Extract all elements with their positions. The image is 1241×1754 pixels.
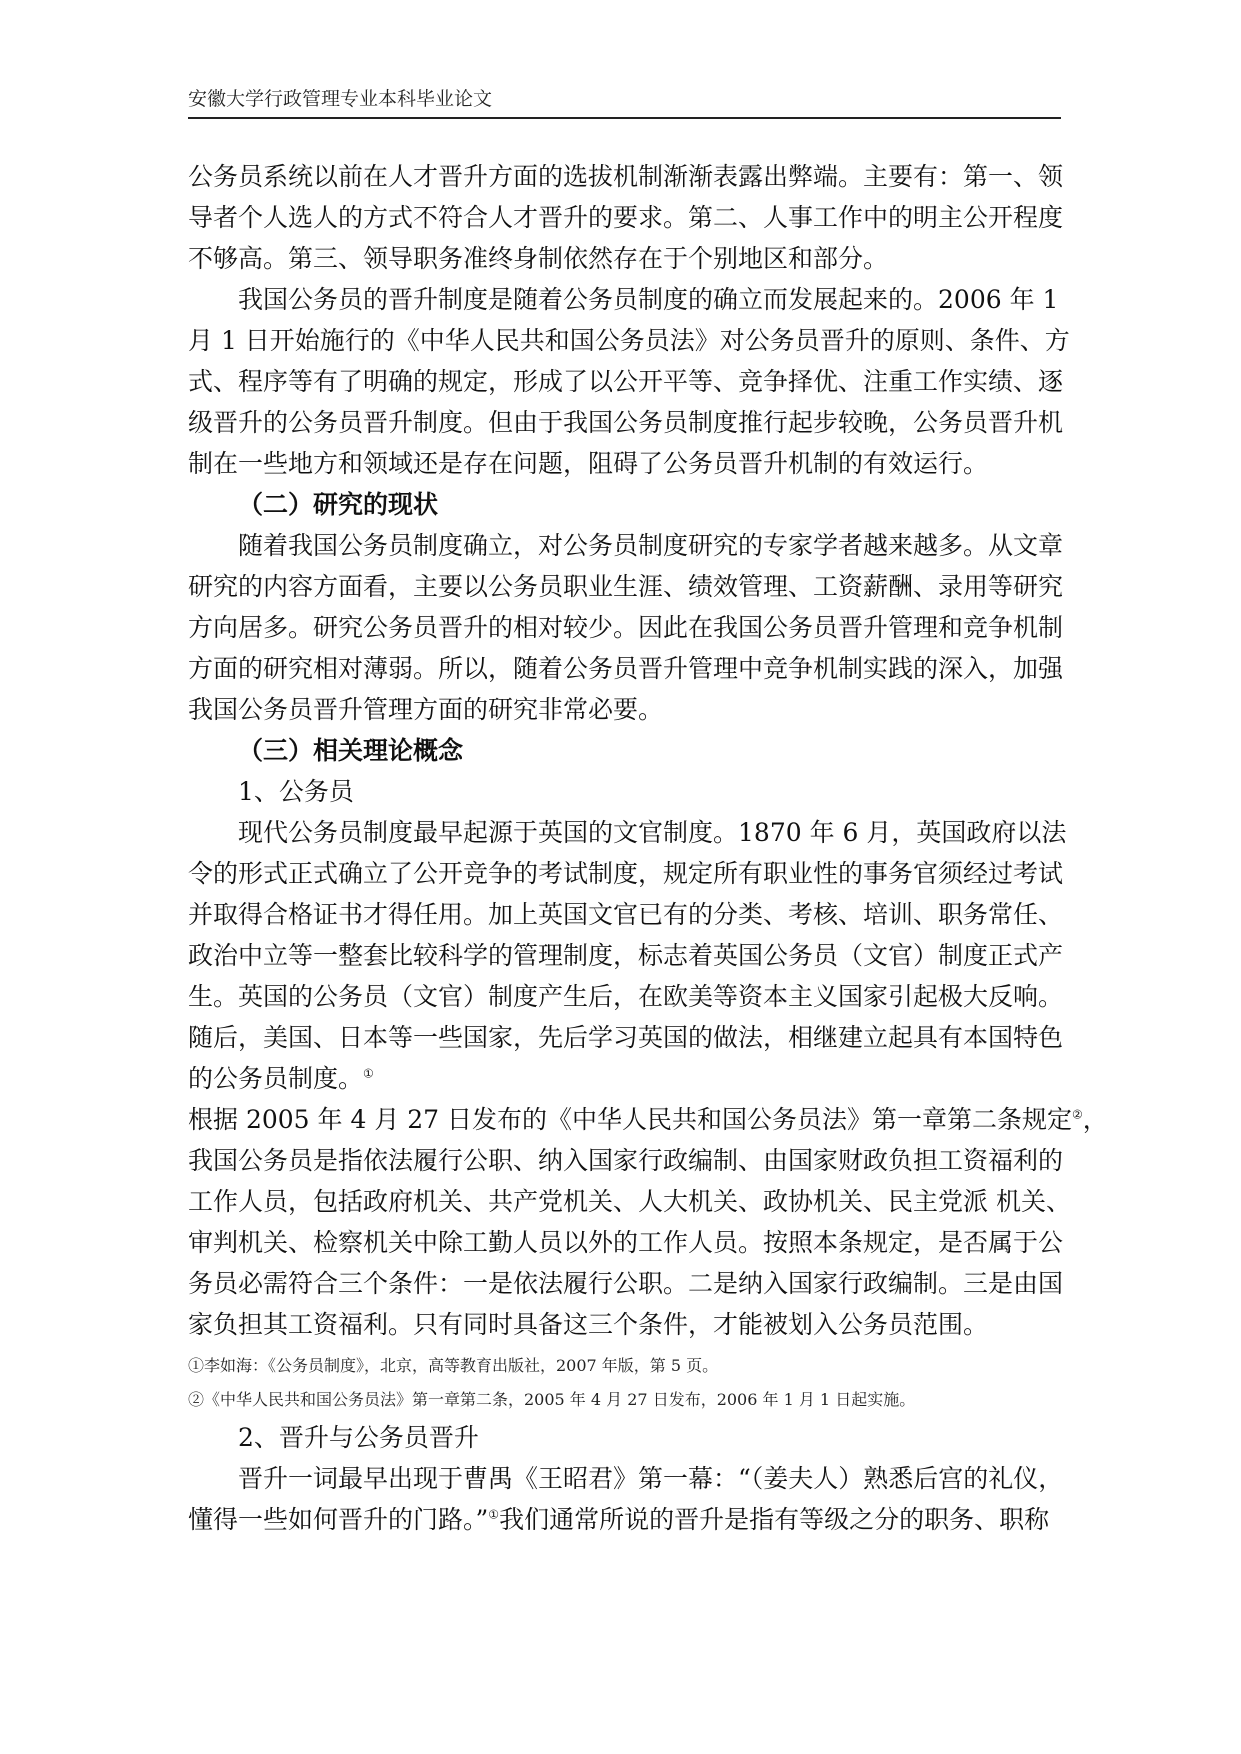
paragraph-line: 我国公务员是指依法履行公职、纳入国家行政编制、由国家财政负担工资福利的 — [188, 1146, 1064, 1175]
paragraph-line: 我国公务员晋升管理方面的研究非常必要。 — [188, 695, 664, 724]
paragraph-text: 我们通常所说的晋升是指有等级之分的职务、职称 — [499, 1505, 1050, 1534]
footnote-marker: ② — [1072, 1107, 1083, 1122]
paragraph-line: 审判机关、检察机关中除工勤人员以外的工作人员。按照本条规定，是否属于公 — [188, 1228, 1064, 1257]
paragraph-line: 级晋升的公务员晋升制度。但由于我国公务员制度推行起步较晚，公务员晋升机 — [188, 408, 1064, 437]
paragraph-text: 根据 2005 年 4 月 27 日发布的《中华人民共和国公务员法》第一章第二条规定 — [188, 1105, 1073, 1134]
footnote-marker: ① — [488, 1507, 500, 1522]
document-body — [188, 156, 1108, 1540]
paragraph-line: 制在一些地方和领域还是存在问题，阻碍了公务员晋升机制的有效运行。 — [188, 449, 989, 478]
paragraph-line: 晋升一词最早出现于曹禺《王昭君》第一幕：“（姜夫人）熟悉后宫的礼仪， — [238, 1464, 1064, 1493]
paragraph-line: 导者个人选人的方式不符合人才晋升的要求。第二、人事工作中的明主公开程度 — [188, 203, 1064, 232]
section-heading-2: （二）研究的现状 — [238, 490, 439, 519]
paragraph-line: 并取得合格证书才得任用。加上英国文官已有的分类、考核、培训、职务常任、 — [188, 900, 1064, 929]
paragraph-line: 现代公务员制度最早起源于英国的文官制度。1870 年 6 月，英国政府以法 — [238, 818, 1067, 847]
paragraph-line: 工作人员，包括政府机关、共产党机关、人大机关、政协机关、民主党派 机关、 — [188, 1187, 1071, 1216]
footnote-marker: ① — [363, 1066, 374, 1081]
paragraph-line: 不够高。第三、领导职务准终身制依然存在于个别地区和部分。 — [188, 244, 889, 273]
section-heading-3: （三）相关理论概念 — [238, 736, 464, 765]
paragraph-line: 方向居多。研究公务员晋升的相对较少。因此在我国公务员晋升管理和竞争机制 — [188, 613, 1064, 642]
footnote: ②《中华人民共和国公务员法》第一章第二条，2005 年 4 月 27 日发布，2006 年 1 月 1 日起实施。 — [188, 1390, 916, 1409]
paragraph-line: 务员必需符合三个条件：一是依法履行公职。二是纳入国家行政编制。三是由国 — [188, 1269, 1064, 1298]
paragraph-line: 政治中立等一整套比较科学的管理制度，标志着英国公务员（文官）制度正式产 — [188, 941, 1064, 970]
paragraph-text: 的公务员制度。 — [188, 1064, 364, 1093]
page-header — [188, 83, 1061, 119]
paragraph-text: 懂得一些如何晋升的门路。” — [188, 1505, 489, 1534]
paragraph-line: 生。英国的公务员（文官）制度产生后，在欧美等资本主义国家引起极大反响。 — [188, 982, 1064, 1011]
paragraph-line: 家负担其工资福利。只有同时具备这三个条件，才能被划入公务员范围。 — [188, 1310, 989, 1339]
paragraph-line: 随着我国公务员制度确立，对公务员制度研究的专家学者越来越多。从文章 — [238, 531, 1064, 560]
paragraph-line: 方面的研究相对薄弱。所以，随着公务员晋升管理中竞争机制实践的深入，加强 — [188, 654, 1064, 683]
header-title: 安徽大学行政管理专业本科毕业论文 — [188, 88, 493, 110]
paragraph-line: 随后，美国、日本等一些国家，先后学习英国的做法，相继建立起具有本国特色 — [188, 1023, 1064, 1052]
paragraph-line — [188, 1058, 1061, 1099]
paragraph-line: 月 1 日开始施行的《中华人民共和国公务员法》对公务员晋升的原则、条件、方 — [188, 326, 1070, 355]
paragraph-line: 研究的内容方面看，主要以公务员职业生涯、绩效管理、工资薪酬、录用等研究 — [188, 572, 1064, 601]
subheading-1: 1、公务员 — [238, 777, 354, 806]
paragraph-line — [188, 1499, 1061, 1540]
footnote: ①李如海：《公务员制度》，北京，高等教育出版社，2007 年版，第 5 页。 — [188, 1356, 719, 1375]
subheading-2: 2、晋升与公务员晋升 — [238, 1423, 479, 1452]
paragraph-line — [188, 1099, 1108, 1140]
paragraph-line: 公务员系统以前在人才晋升方面的选拔机制渐渐表露出弊端。主要有：第一、领 — [188, 162, 1064, 191]
paragraph-line: 令的形式正式确立了公开竞争的考试制度，规定所有职业性的事务官须经过考试 — [188, 859, 1064, 888]
paragraph-text: ， — [1082, 1105, 1108, 1134]
paragraph-line: 式、程序等有了明确的规定，形成了以公开平等、竞争择优、注重工作实绩、逐 — [188, 367, 1064, 396]
paragraph-line: 我国公务员的晋升制度是随着公务员制度的确立而发展起来的。2006 年 1 — [238, 285, 1059, 314]
